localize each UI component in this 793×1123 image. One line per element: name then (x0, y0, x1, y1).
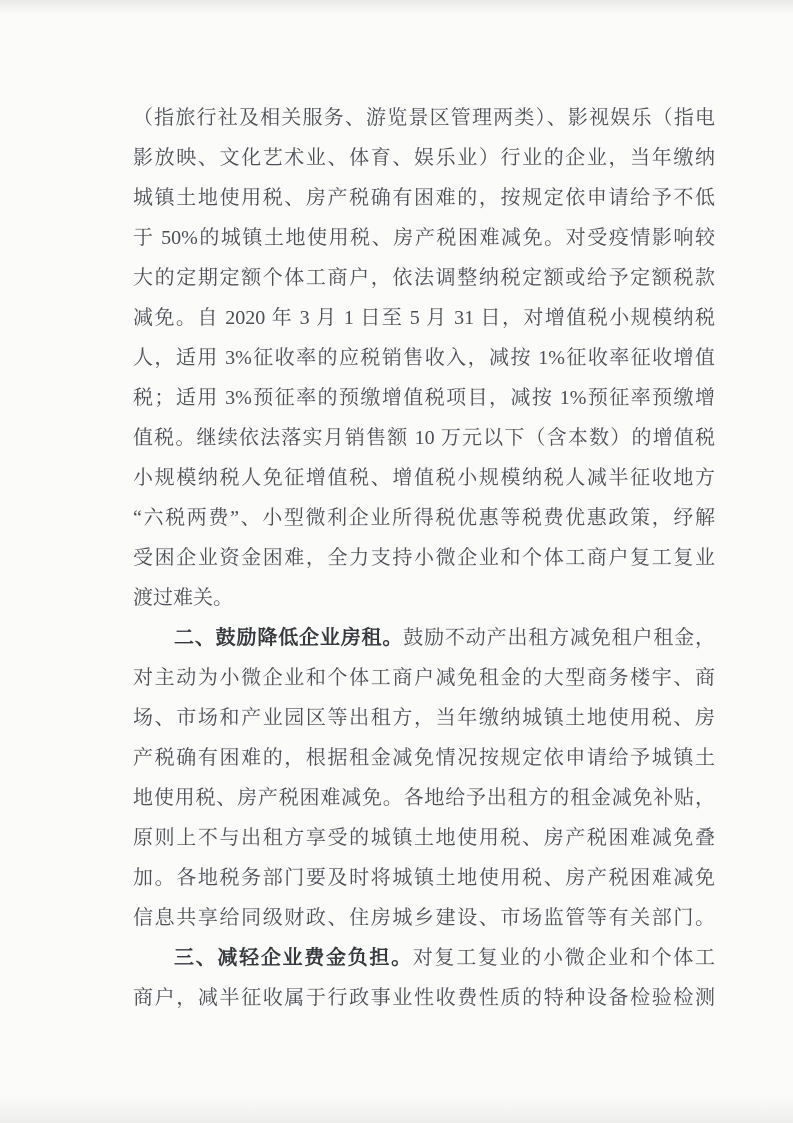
text-run: 对复工复业的小微企业和个体工 (412, 947, 716, 969)
text-line: 对主动为小微企业和个体工商户减免租金的大型商务楼宇、商 (133, 667, 715, 689)
text-line: 影放映、文化艺术业、体育、娱乐业）行业的企业，当年缴纳 (133, 147, 715, 169)
text-line: 受困企业资金困难，全力支持小微企业和个体工商户复工复业 (133, 547, 715, 569)
text-line: 信息共享给同级财政、住房城乡建设、市场监管等有关部门。 (133, 907, 715, 929)
text-line: 加。各地税务部门要及时将城镇土地使用税、房产税困难减免 (133, 867, 715, 889)
text-line: 地使用税、房产税困难减免。各地给予出租方的租金减免补贴， (133, 787, 715, 809)
text-line: 税；适用 3%预征率的预缴增值税项目，减按 1%预征率预缴增 (133, 387, 715, 409)
text-line: “六税两费”、小型微利企业所得税优惠等税费优惠政策，纾解 (133, 507, 715, 529)
text-line: （指旅行社及相关服务、游览景区管理两类）、影视娱乐（指电 (133, 107, 715, 129)
text-line: 小规模纳税人免征增值税、增值税小规模纳税人减半征收地方 (133, 467, 715, 489)
text-line: 商户，减半征收属于行政事业性收费性质的特种设备检验检测 (133, 987, 715, 1009)
text-line: 于 50%的城镇土地使用税、房产税困难减免。对受疫情影响较 (133, 227, 715, 249)
text-line: 值税。继续依法落实月销售额 10 万元以下（含本数）的增值税 (133, 427, 715, 449)
text-line: 城镇土地使用税、房产税确有困难的，按规定依申请给予不低 (133, 187, 715, 209)
text-line: 大的定期定额个体工商户，依法调整纳税定额或给予定额税款 (133, 267, 715, 289)
text-column (133, 98, 715, 1018)
text-run: 鼓励不动产出租方减免租户租金， (403, 627, 716, 649)
paragraph-3-first-line (133, 938, 715, 978)
section-heading-3: 三、减轻企业费金负担。 (174, 947, 413, 969)
text-line: 减免。自 2020 年 3 月 1 日至 5 月 31 日，对增值税小规模纳税 (133, 307, 715, 329)
text-line: 原则上不与出租方享受的城镇土地使用税、房产税困难减免叠 (133, 827, 715, 849)
text-line: 场、市场和产业园区等出租方，当年缴纳城镇土地使用税、房 (133, 707, 715, 729)
text-line: 产税确有困难的，根据租金减免情况按规定依申请给予城镇土 (133, 747, 715, 769)
text-line: 人，适用 3%征收率的应税销售收入，减按 1%征收率征收增值 (133, 347, 715, 369)
section-heading-2: 二、鼓励降低企业房租。 (174, 627, 404, 649)
text-line: 渡过难关。 (133, 587, 233, 609)
paragraph-2-first-line (133, 618, 715, 658)
